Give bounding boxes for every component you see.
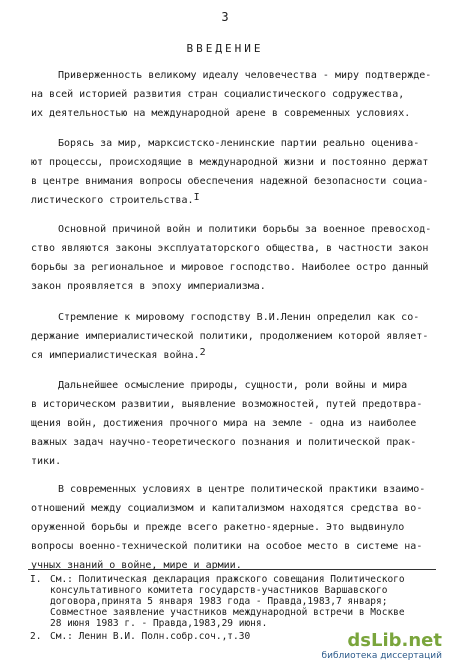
paragraph-line: их деятельностью на международной арене в современных условиях. [31,108,411,119]
paragraph-line: Борясь за мир, марксистско-ленинские партии реально оценива- [58,138,420,149]
footnote-divider [28,569,436,570]
paragraph-text: листического строительства. [31,195,194,206]
section-heading: ВВЕДЕНИЕ [186,42,264,55]
footnote-mark: I [193,192,200,203]
paragraph-line: в центре внимания вопросы обеспечения надежной безопасности социа- [31,176,429,187]
paragraph-line: держание империалистической политики, продолжением которой являет- [31,331,429,342]
paragraph-line: отношений между социализмом и капитализмом находятся средства во- [31,503,423,514]
paragraph-line: борьбы за региональное и мировое господство. Наиболее остро данный [31,262,429,273]
watermark-subtitle: библиотека диссертаций [321,651,442,661]
paragraph-line-with-footnote [31,347,206,362]
footnote-line: См.: Политическая декларация пражского совещания Политического [50,574,405,585]
paragraph-line: В современных условиях в центре политической практики взаимо- [58,484,426,495]
paragraph-line: важных задач научно-теоретического познания и политической прак- [31,437,417,448]
paragraph-line: Основной причиной войн и политики борьбы за военное превосход- [58,224,432,235]
paragraph-line: щения войн, достижения прочного мира на земле - одна из наиболее [31,418,417,429]
paragraph-line: на всей историей развития стран социалистического содружества, [31,89,405,100]
paragraph-line: ют процессы, происходящие в международной жизни и постоянно держат [31,157,429,168]
footnote-line: договора,принята 5 января 1983 года - Правда,1983,7 января; [50,596,388,607]
paragraph-text: ся империалистическая война. [31,350,200,361]
footnote-marker: 2. [30,631,42,642]
paragraph-line: оруженной борьбы и прежде всего ракетно-ядерные. Это выдвинуло [31,522,405,533]
paragraph-line: Дальнейшее осмысление природы, сущности, роли войны и мира [58,380,408,391]
paragraph-line-with-footnote [31,192,200,207]
paragraph-line: учных знаний о войне, мире и армии. [31,560,242,571]
watermark-logo: dsLib.net [347,630,442,651]
paragraph-line: в историческом развитии, выявление возможностей, путей предотвра- [31,399,423,410]
paragraph-line: тики. [31,456,62,467]
page-number: 3 [221,10,229,24]
paragraph-line: Стремление к мировому господству В.И.Ленин определил как со- [58,312,420,323]
footnote-line: Совместное заявление участников международной встречи в Москве [50,607,405,618]
footnote-mark: 2 [199,347,206,358]
footnote-marker: I. [30,574,42,585]
paragraph-line: Приверженность великому идеалу человечества - миру подтвержде- [58,70,432,81]
watermark [322,630,442,661]
paragraph-line: ство являются законы эксплуататорского общества, в частности закон [31,243,429,254]
paragraph-line: закон проявляется в эпоху империализма. [31,281,266,292]
footnote-line: консультативного комитета государств-участников Варшавского [50,585,388,596]
footnote-line: 28 июня 1983 г. - Правда,1983,29 июня. [50,618,268,629]
paragraph-line: вопросы военно-технической политики на особое место в системе на- [31,541,423,552]
footnote-line: См.: Ленин В.И. Полн.собр.соч.,т.30 [50,631,251,642]
